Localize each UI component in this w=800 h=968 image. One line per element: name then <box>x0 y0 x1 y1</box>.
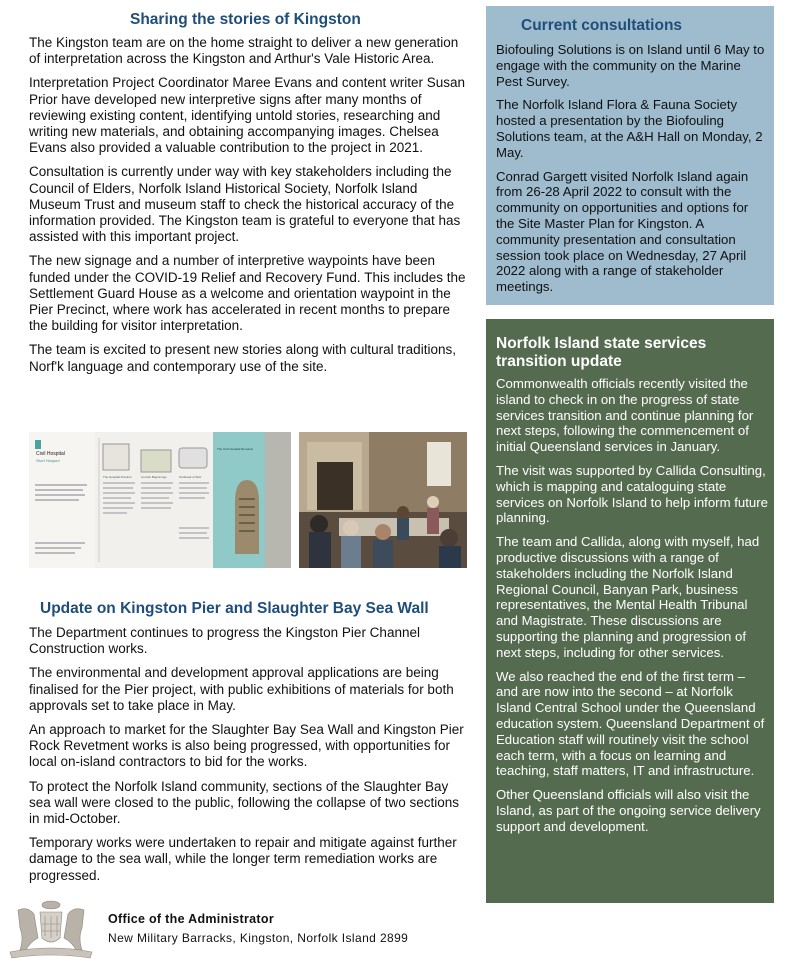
interpretive-sign-image <box>29 432 291 568</box>
paragraph: The environmental and development approval applications are being finalised for the Pier project, with public exhibitions of materials for both approvals set to take place in May. <box>29 665 454 713</box>
meeting-photo <box>299 432 467 568</box>
sign-panel-title: The Hospital Precinct <box>103 475 132 479</box>
footer-office: Office of the Administrator <box>108 912 274 926</box>
kingston-section-body <box>29 35 469 383</box>
paragraph: The team and Callida, along with myself, had productive discussions with a range of stakeholders including the Norfolk Island Regional Council, Banyan Park, business representatives, the Mental Health Tribunal and Magistrate. These discussions are supporting the planning and progression of next steps, including for other services. <box>496 534 760 660</box>
kingston-section-title: Sharing the stories of Kingston <box>130 11 361 28</box>
sign-drawing <box>29 432 291 568</box>
paragraph: To protect the Norfolk Island community, sections of the Slaughter Bay sea wall were closed to the public, following the collapse of two sections in mid-October. <box>29 778 459 827</box>
meeting-photo-drawing <box>299 432 467 568</box>
consultations-body <box>496 42 768 303</box>
paragraph: The visit was supported by Callida Consulting, which is mapping and cataloguing state services on Norfolk Island to help inform future planning. <box>496 462 768 526</box>
paragraph: The Department continues to progress the Kingston Pier Channel Construction works. <box>29 625 420 657</box>
paragraph: The Norfolk Island Flora & Fauna Society hosted a presentation by the Biofouling Solutions team, at the A&H Hall on Monday, 2 May. <box>496 97 763 160</box>
coat-of-arms-icon <box>4 898 98 962</box>
consultations-box <box>486 6 774 305</box>
sign-heading: Civil Hospital <box>36 451 65 457</box>
paragraph: The team is excited to present new stories along with cultural traditions, Norf'k language and contemporary use of the site. <box>29 342 456 374</box>
state-services-body <box>496 376 768 843</box>
state-services-box <box>486 319 774 903</box>
footer-address: New Military Barracks, Kingston, Norfolk Island 2899 <box>108 931 409 945</box>
paragraph: An approach to market for the Slaughter Bay Sea Wall and Kingston Pier Rock Revetment works is also being progressed, with opportunities for local on-island contractors to bid for the works. <box>29 722 464 770</box>
paragraph: Biofouling Solutions is on Island until 6 May to engage with the community on the Marine Pest Survey. <box>496 42 765 89</box>
sign-panel-title: Outbreak of Sick <box>179 475 202 479</box>
kingston-photos <box>29 432 467 568</box>
paragraph: Conrad Gargett visited Norfolk Island again from 26-28 April 2022 to consult with the community on opportunities and options for the Site Master Plan for Kingston. A community presentation and consultation session took place on Wednesday, 27 April 2022 along with a range of stakeholder meetings. <box>496 168 749 295</box>
sign-panel-title: The Civil Hospital Remains <box>217 447 254 451</box>
footer <box>0 898 800 968</box>
paragraph: Consultation is currently under way with key stakeholders including the Council of Elders, Norfolk Island Historical Society, Norfolk Island Museum Trust and museum staff to check the historical accuracy of the information provided. The Kingston team is grateful to everyone that has assisted with this important project. <box>29 164 461 245</box>
sign-subheading: Sivel Hosped <box>36 458 60 463</box>
paragraph: The Kingston team are on the home straight to deliver a new generation of interpretation across the Kingston and Arthur's Vale Historic Area. <box>29 35 459 67</box>
sign-panel-title: Convict Beginnings <box>141 475 167 479</box>
paragraph: We also reached the end of the first term – and are now into the second – at Norfolk Island Central School under the Queensland education system. Queensland Department of Education staff will routinely visit the school each term, with a focus on learning and teaching, staff matters, IT and infrastructure. <box>496 668 765 779</box>
state-services-title: Norfolk Island state services transition update <box>496 335 707 370</box>
paragraph: Temporary works were undertaken to repair and mitigate against further damage to the sea wall, while the longer term remediation works are progressed. <box>29 835 457 883</box>
paragraph: The new signage and a number of interpretive waypoints have been funded under the COVID-19 Relief and Recovery Fund. This includes the Settlement Guard House as a welcome and orientation waypoint in the Pier Precinct, where work has accelerated in recent months to prepare the building for visitor interpretation. <box>29 253 466 334</box>
paragraph: Commonwealth officials recently visited the island to check in on the progress of state services transition and continue planning for next steps, following the commencement of initial Queensland services in January. <box>496 376 754 455</box>
paragraph: Interpretation Project Coordinator Maree Evans and content writer Susan Prior have developed new interpretive signs after many months of reviewing existing content, identifying untold stories, researching and writing new materials, and obtaining accompanying images. Chelsea Evans also provided a valuable contribution to the project in 2021. <box>29 75 465 156</box>
pier-section-title: Update on Kingston Pier and Slaughter Bay Sea Wall <box>40 600 429 617</box>
consultations-title: Current consultations <box>521 17 683 34</box>
paragraph: Other Queensland officials will also visit the Island, as part of the ongoing service delivery support and development. <box>496 787 761 834</box>
pier-section-body <box>29 625 469 892</box>
